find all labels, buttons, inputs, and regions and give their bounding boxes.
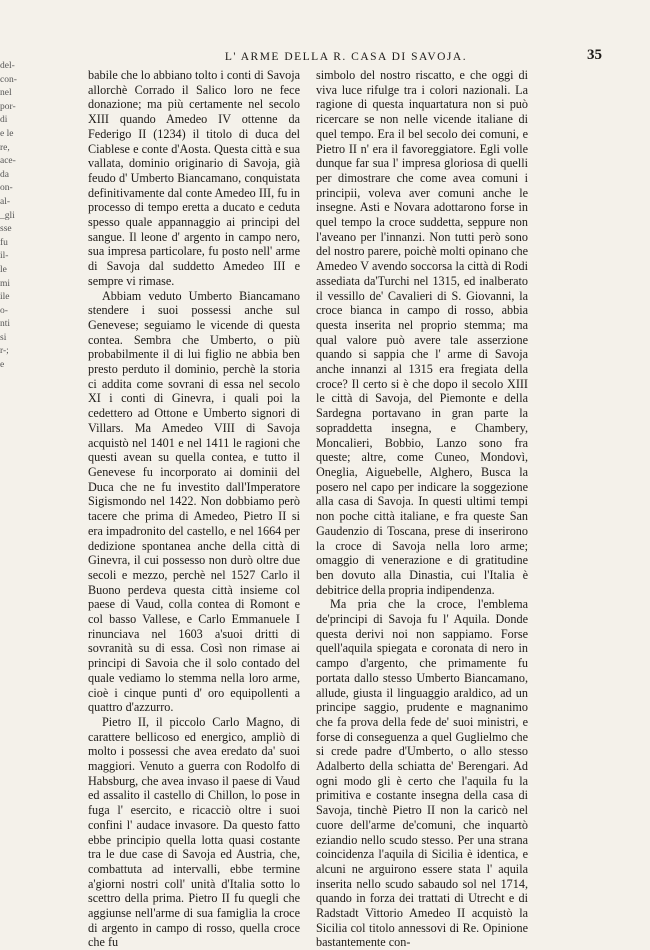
bleed-fragment: fu [0, 237, 8, 248]
bleed-fragment: o- [0, 305, 8, 316]
page-header [86, 45, 606, 67]
adjacent-page-bleed [0, 60, 22, 373]
bleed-fragment: e le [0, 128, 14, 139]
bleed-fragment: ile [0, 292, 10, 303]
left-column [88, 68, 300, 950]
bleed-fragment: al- [0, 196, 11, 207]
right-column [316, 68, 528, 950]
bleed-fragment: por- [0, 101, 16, 112]
bleed-fragment: _gli [0, 210, 15, 221]
bleed-fragment: ace- [0, 156, 16, 167]
bleed-fragment: mi [0, 278, 11, 289]
paragraph: simbolo del nostro riscatto, e che oggi di viva luce rifulge tra i colori nazionali. La ragione di questa inquartatura non si può ricercare se non nelle vicende italiane di quel tempo. Era il bel secolo dei comuni, e Pietro II n' era il favoreggiatore. Egli volle dunque far sua l' impresa gloriosa di quelli per dimostrare che come avea comuni i principii, voleva aver comuni anche le insegne. Asti e Novara adottarono forse in quel tempo la croce suddetta, seppure non l'aveano per l'innanzi. Non tutti però sono del nostro parere, poichè molti opinano che Amedeo V avendo soccorsa la città di Rodi assediata da'Turchi nel 1315, ed inalberato il vessillo de' Cavalieri di S. Giovanni, la croce bianca in campo di rosso, abbia questa inserita nel proprio stemma; ma qual valore può avere tale asserzione quando si sappia che l' arme di Savoja anche innanzi al 1315 era fregiata della croce? Il certo si è che dopo il secolo XIII le città di Savoja, del Piemonte e della Sardegna portavano in gran parte la sopraddetta insegna, e Chambery, Moncalieri, Bobbio, Lanzo sono fra queste; altre, come Cuneo, Mondovì, Oneglia, Aiguebelle, Alghero, Busca la posero nel capo per indicare la soggezione alla casa di Savoja. In questi ultimi tempi non poche città italiane, e fra queste San Gaudenzio di Toscana, prese di inserirono la croce di Savoja nella loro arme; omaggio di venerazione e di gratitudine ben dovuto alla Dinastia, cui l'Italia è debitrice della propria indipendenza. [316, 68, 528, 597]
bleed-fragment: le [0, 264, 7, 275]
page-number: 35 [587, 47, 602, 63]
running-head: L' ARME DELLA R. CASA DI SAVOJA. [224, 51, 468, 63]
bleed-fragment: nti [0, 319, 11, 330]
bleed-fragment: nel [0, 88, 12, 99]
paragraph: Ma pria che la croce, l'emblema de'principi di Savoja fu l' Aquila. Donde questa derivi noi non sappiamo. Forse quell'aquila spiegata e coronata di nero in campo d'argento, che primamente fu portata dallo stesso Umberto Biancamano, allude, giusta il linguaggio araldico, ad un principe saggio, prudente e magnanimo che fa prova della fede de' suoi ministri, e forse di conseguenza a quel Guglielmo che si crede padre d'Umberto, o allo stesso Adalberto della schiatta de' Berengari. Ad ogni modo gli è certo che l'aquila fu la primitiva e costante insegna della casa di Savoja, tinchè Pietro II non la caricò nel cuore dell'arme de'comuni, che inquartò eziandio nello scudo stesso. Per una strana coincidenza l'aquila di Sicilia è identica, e alcuni ne arguirono essere stata l' aquila inserita nello scudo sabaudo sol nel 1714, quando in forza dei trattati di Utrecht e di Radstadt Vittorio Amedeo II acquistò la Sicilia col titolo annessovi di Re. Opinione bastantemente con- [316, 597, 528, 950]
bleed-fragment: il- [0, 251, 9, 262]
bleed-fragment: si [0, 332, 7, 343]
bleed-fragment: sse [0, 224, 12, 235]
bleed-fragment: r-; [0, 346, 9, 357]
bleed-fragment: e [0, 360, 5, 371]
bleed-fragment: di [0, 115, 8, 126]
paragraph: Pietro II, il piccolo Carlo Magno, di carattere bellicoso ed energico, ampliò di molto i possessi che avea eredato da' suoi maggiori. Venuto a guerra con Rodolfo di Habsburg, che avea invaso il paese di Vaud ed assalito il castello di Chillon, lo pose in fuga l' esercito, e ricacciò oltre i suoi confini l' audace invasore. Da questo fatto ebbe principio quella lotta quasi costante tra le due case di Savoja ed Austria, che, combattuta ad intervalli, ebbe termine a'giorni nostri coll' unità d'Italia sotto lo scettro della prima. Pietro II fu quegli che aggiunse nell'arme di sua famiglia la croce di argento in campo di rosso, quella croce che fu [88, 714, 300, 950]
bleed-fragment: re, [0, 142, 10, 153]
bleed-fragment: con- [0, 74, 17, 85]
bleed-fragment: on- [0, 183, 13, 194]
bleed-fragment: da [0, 169, 9, 180]
bleed-fragment: del- [0, 61, 15, 71]
paragraph: Abbiam veduto Umberto Biancamano stendere i suoi possessi anche sul Genevese; seguiamo le vicende di questa contea. Sembra che Umberto, o più probabilmente il di lui figlio ne abbia ben presto perduto il dominio, perchè la storia ci addita come sovrani di essa nel secolo XI i conti di Ginevra, i quali poi la cedettero ad Ottone e Umberto signori di Villars. Ma Amedeo VIII di Savoja acquistò nel 1401 e nel 1411 le ragioni che questi avean su quella contea, e tutto il Genevese fu incorporato ai dominii del Duca che ne fu investito dall'Imperatore Sigismondo nel 1422. Non dobbiamo però tacere che prima di Amedeo, Pietro II si era impadronito del castello, e nel 1664 per dedizione spontanea anche della città di Ginevra, il cui possesso non durò oltre due secoli e mezzo, perchè nel 1527 Carlo il Buono perdeva questa città insieme col paese di Vaud, colla contea di Romont e col basso Vallese, e Carlo Emmanuele I rinunciava nel 1603 a'suoi dritti di sovranità su di essa. Così non rimase ai principi di Savoia che il solo contado del quale vediamo lo stemma nella loro arme, cioè i cinque punti d' oro equipollenti a quattro d'azzurro. [88, 288, 300, 715]
paragraph: babile che lo abbiano tolto i conti di Savoja allorchè Corrado il Salico loro ne fece donazione; ma più certamente nel secolo XIII quando Amedeo IV ottenne da Federigo II (1234) il titolo di duca del Ciablese e conte d'Aosta. Questa città e sua vallata, dominio originario di Savoja, già feudo d' Umberto Biancamano, conquistata definitivamente dal conte Amedeo III, fu in processo di tempo eretta a ducato e ceduta spesso quale appannaggio ai principi del sangue. Il leone d' argento in campo nero, sua impresa particolare, fu posto nell' arme di Savoja dal suddetto Amedeo III e sempre vi rimase. [88, 68, 300, 288]
